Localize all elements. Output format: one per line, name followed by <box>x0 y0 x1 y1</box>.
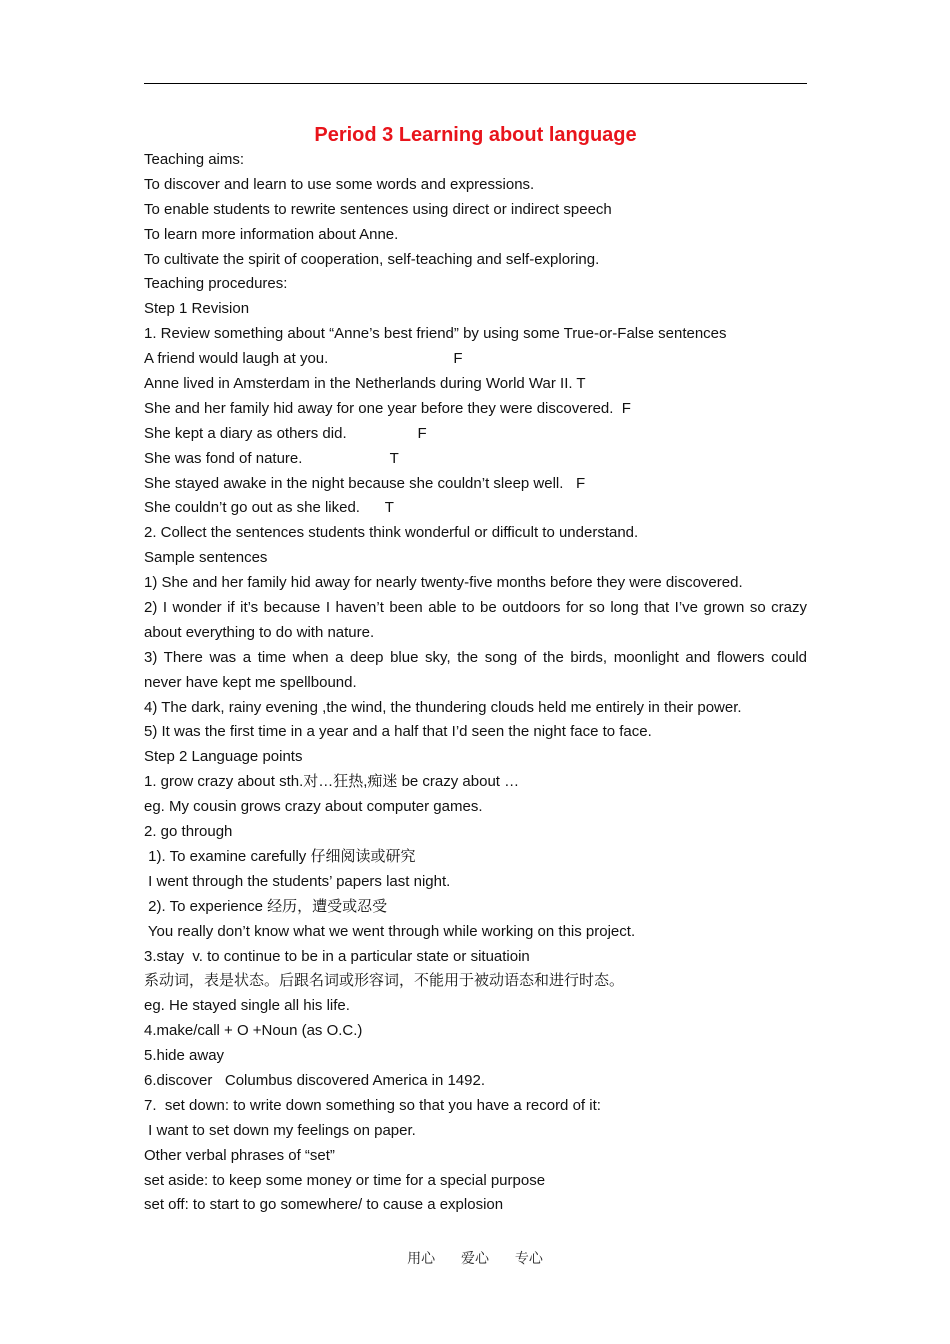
text-line: about everything to do with nature. <box>144 623 375 641</box>
footer-text: 爱心 <box>461 1250 489 1266</box>
text-line: 2. go through <box>144 823 233 841</box>
text-line: 系动词，表是状态。后跟名词或形容词，不能用于被动语态和进行时态。 <box>144 972 625 990</box>
text-line: 4) The dark, rainy evening ,the wind, the thundering clouds held me entirely in their power. <box>144 698 742 716</box>
text-line: She couldn’t go out as she liked. T <box>144 499 394 517</box>
text-line: She kept a diary as others did. F <box>144 424 427 442</box>
text-line: Step 2 Language points <box>144 748 303 766</box>
text-line: 1. grow crazy about sth.对…狂热,痴迷 be crazy about … <box>144 773 520 791</box>
text-line: 4.make/call + O +Noun (as O.C.) <box>144 1022 363 1040</box>
text-line: To discover and learn to use some words and expressions. <box>144 175 535 193</box>
text-line: 2. Collect the sentences students think wonderful or difficult to understand. <box>144 524 639 542</box>
text-line: 1. Review something about “Anne’s best friend” by using some True-or-False sentences <box>144 325 727 343</box>
document-body <box>144 148 807 1218</box>
text-line: 1) She and her family hid away for nearly twenty-five months before they were discovered. <box>144 574 743 592</box>
text-line: Sample sentences <box>144 549 268 567</box>
text-line: eg. He stayed single all his life. <box>144 997 350 1015</box>
text-line: She stayed awake in the night because she couldn’t sleep well. F <box>144 474 586 492</box>
text-line: To cultivate the spirit of cooperation, self-teaching and self-exploring. <box>144 250 600 268</box>
text-line: eg. My cousin grows crazy about computer games. <box>144 798 483 816</box>
text-line: You really don’t know what we went through while working on this project. <box>144 922 636 940</box>
header-rule <box>144 83 807 84</box>
page-footer <box>0 1248 950 1268</box>
text-line: Teaching procedures: <box>144 275 288 293</box>
text-line: Step 1 Revision <box>144 300 250 318</box>
text-line: I want to set down my feelings on paper. <box>144 1121 416 1139</box>
text-line: To enable students to rewrite sentences using direct or indirect speech <box>144 200 612 218</box>
text-line: Other verbal phrases of “set” <box>144 1146 335 1164</box>
text-line: A friend would laugh at you. F <box>144 350 463 368</box>
page-title: Period 3 Learning about language <box>314 124 637 146</box>
text-line: 2) I wonder if it’s because I haven’t been able to be outdoors for so long that I’ve grown so crazy <box>144 599 807 617</box>
text-line: 6.discover Columbus discovered America in 1492. <box>144 1071 486 1089</box>
text-line: 1). To examine carefully 仔细阅读或研究 <box>144 847 416 865</box>
text-line: She was fond of nature. T <box>144 449 399 467</box>
text-line: Anne lived in Amsterdam in the Netherlands during World War II. T <box>144 375 586 393</box>
text-line: 3) There was a time when a deep blue sky, the song of the birds, moonlight and flowers could <box>144 648 807 666</box>
footer-text: 专心 <box>514 1250 543 1266</box>
text-line: I went through the students’ papers last night. <box>144 872 451 890</box>
text-line: 7. set down: to write down something so that you have a record of it: <box>144 1096 601 1114</box>
text-line: 5.hide away <box>144 1047 225 1065</box>
text-line: 3.stay v. to continue to be in a particular state or situatioin <box>144 947 530 965</box>
text-line: 2). To experience 经历，遭受或忍受 <box>144 897 388 915</box>
text-line: Teaching aims: <box>144 151 245 168</box>
footer-text: 用心 <box>407 1250 436 1266</box>
text-line: She and her family hid away for one year before they were discovered. F <box>144 399 631 417</box>
text-line: set aside: to keep some money or time for a special purpose <box>144 1171 546 1189</box>
text-line: never have kept me spellbound. <box>144 673 357 691</box>
text-line: 5) It was the first time in a year and a half that I’d seen the night face to face. <box>144 723 652 741</box>
text-line: To learn more information about Anne. <box>144 225 399 243</box>
text-line: set off: to start to go somewhere/ to cause a explosion <box>144 1196 504 1214</box>
